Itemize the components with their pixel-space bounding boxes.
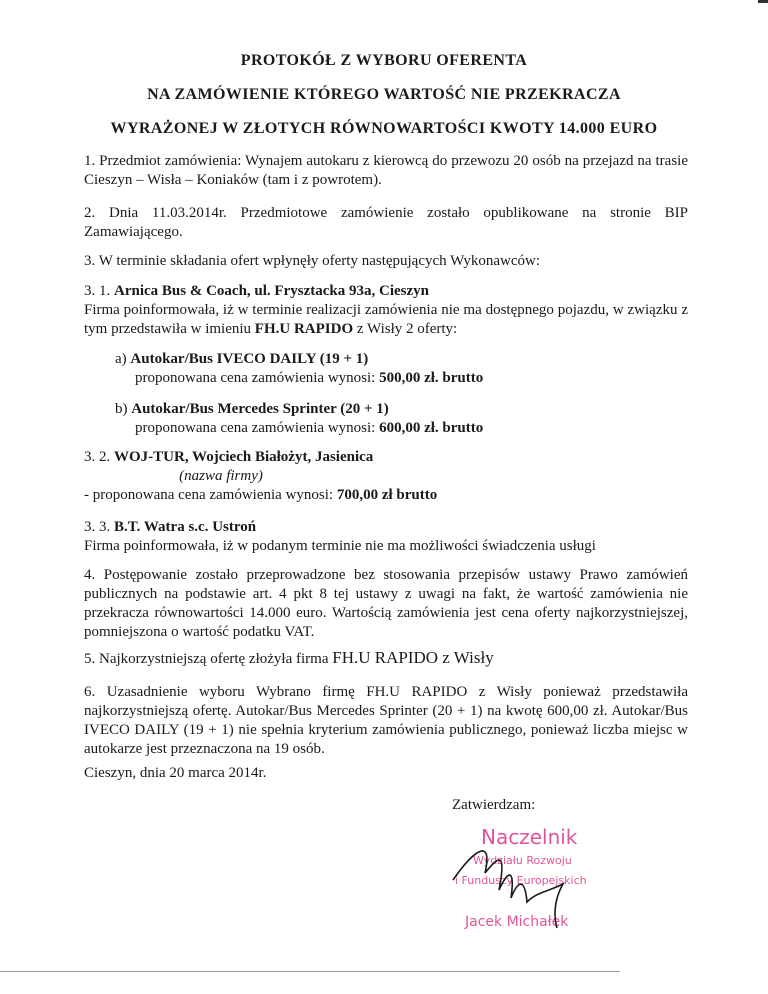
offer-b-price: 600,00 zł. brutto: [379, 420, 484, 436]
offer-3-1: [84, 282, 688, 339]
offer-3-3: [84, 518, 688, 556]
stamp-line-2: Wydziału Rozwoju: [473, 854, 572, 867]
paragraph-4: 4. Postępowanie zostało przeprowadzone bez stosowania przepisów ustawy Prawo zamówień publicznych na podstawie art. 4 pkt 8 tej ustawy z uwagi na fakt, że wartość zamówienia nie przekracza równowartości 14.000 euro. Wartością zamówienia jest cena oferty najkorzystniejszej, pomniejszona o wartość podatku VAT.: [84, 567, 688, 640]
stamp-line-4: Jacek Michałek: [465, 914, 569, 930]
scan-mark: [758, 0, 768, 3]
offer-a-vehicle: Autokar/Bus IVECO DAILY (19 + 1): [130, 351, 369, 367]
offer-b: [115, 400, 675, 438]
offer-3-2-caption: (nazwa firmy): [179, 468, 263, 484]
offer-b-vehicle: Autokar/Bus Mercedes Sprinter (20 + 1): [131, 401, 389, 417]
paragraph-2: 2. Dnia 11.03.2014r. Przedmiotowe zamówienie zostało opublikowane na stronie BIP Zamawiającego.: [84, 205, 688, 240]
title-line-2: NA ZAMÓWIENIE KTÓREGO WARTOŚĆ NIE PRZEKRACZA: [147, 86, 621, 103]
official-stamp: [445, 818, 615, 978]
stamp-text: [455, 825, 587, 930]
offer-3-1-name: Arnica Bus & Coach, ul. Frysztacka 93a, Cieszyn: [114, 283, 429, 299]
paragraph-1: 1. Przedmiot zamówienia: Wynajem autokaru z kierowcą do przewozu 20 osób na przejazd na trasie Cieszyn – Wisła – Koniaków (tam i z powrotem).: [84, 153, 688, 188]
offer-3-2-prefix: 3. 2.: [84, 449, 114, 465]
offer-3-1-prefix: 3. 1.: [84, 283, 114, 299]
offer-3-3-name: B.T. Watra s.c. Ustroń: [114, 519, 257, 535]
offer-b-price-text: proponowana cena zamówienia wynosi:: [135, 420, 380, 436]
approval-label: Zatwierdzam:: [452, 797, 536, 813]
paragraph-5-firm: FH.U RAPIDO z Wisły: [332, 648, 494, 667]
offer-3-1-firm: FH.U RAPIDO: [254, 321, 354, 337]
offer-a: [115, 350, 675, 388]
offer-3-2-price-text: - proponowana cena zamówienia wynosi:: [84, 487, 337, 503]
offer-3-2-name: WOJ-TUR, Wojciech Białożyt, Jasienica: [114, 449, 374, 465]
stamp-line-3: i Funduszy Europejskich: [455, 874, 587, 887]
title-line-3: WYRAŻONEJ W ZŁOTYCH RÓWNOWARTOŚCI KWOTY 14.000 EURO: [110, 120, 658, 137]
offer-b-label: b): [115, 401, 128, 417]
paragraph-3: 3. W terminie składania ofert wpłynęły oferty następujących Wykonawców:: [84, 253, 541, 269]
offer-a-price: 500,00 zł. brutto: [379, 370, 484, 386]
offer-3-3-prefix: 3. 3.: [84, 519, 114, 535]
paragraph-6: 6. Uzasadnienie wyboru Wybrano firmę FH.U RAPIDO z Wisły ponieważ przedstawiła najkorzystniejszą ofertę. Autokar/Bus Mercedes Sprinter (20 + 1) na kwotę 600,00 zł. Autokar/Bus IVECO DAILY (19 + 1) nie spełnia kryterium zamówienia publicznego, ponieważ liczba miejsc w autokarze jest przeznaczona na 19 osób.: [84, 684, 688, 757]
scan-edge-line: [0, 971, 620, 972]
offer-3-3-text: Firma poinformowała, iż w podanym terminie nie ma możliwości świadczenia usługi: [84, 538, 596, 554]
offer-3-2-price: 700,00 zł brutto: [336, 487, 438, 503]
offer-a-label: a): [115, 351, 127, 367]
offer-3-1-text2: z Wisły 2 oferty:: [353, 321, 458, 337]
offer-3-1-text1: Firma poinformowała, iż w terminie realizacji zamówienia nie ma dostępnego pojazdu, w związku z tym przedstawiła w imieniu: [84, 302, 688, 337]
document-title: [0, 44, 768, 146]
paragraph-5: [84, 648, 688, 669]
place-date: Cieszyn, dnia 20 marca 2014r.: [84, 765, 267, 781]
paragraph-5-text: 5. Najkorzystniejszą ofertę złożyła firma: [84, 651, 333, 667]
stamp-line-1: Naczelnik: [481, 825, 578, 849]
title-line-1: PROTOKÓŁ Z WYBORU OFERENTA: [240, 52, 528, 69]
offer-a-price-text: proponowana cena zamówienia wynosi:: [135, 370, 380, 386]
offer-3-2: [84, 448, 688, 505]
